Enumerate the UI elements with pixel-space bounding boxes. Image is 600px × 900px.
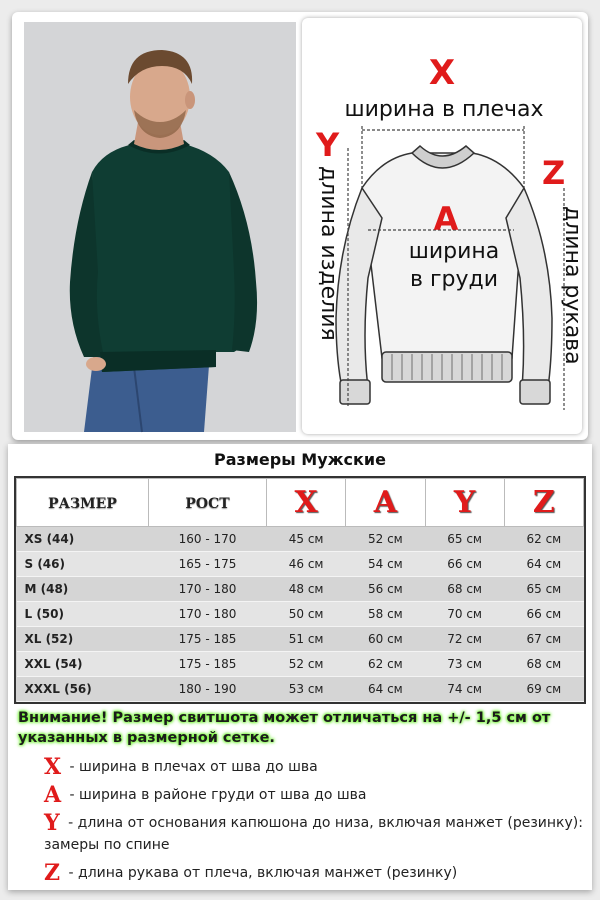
table-row <box>17 602 584 627</box>
cell-height: 180 - 190 <box>149 677 267 702</box>
cell-a: 56 см <box>346 577 425 602</box>
table-row <box>17 552 584 577</box>
header-a: A <box>346 479 425 527</box>
legend-item-x <box>44 756 584 778</box>
legend-text: - ширина в плечах от шва до шва <box>65 759 318 775</box>
label-y-text: длина изделия <box>316 166 341 341</box>
legend-item-a <box>44 784 584 806</box>
cell-y: 66 см <box>425 552 504 577</box>
cell-a: 64 см <box>346 677 425 702</box>
cell-x: 52 см <box>267 652 346 677</box>
cell-z: 68 см <box>504 652 583 677</box>
cell-z: 62 см <box>504 527 583 552</box>
cell-size: XXXL (56) <box>17 677 149 702</box>
cell-y: 68 см <box>425 577 504 602</box>
label-x-text: ширина в плечах <box>344 97 544 122</box>
cell-height: 175 - 185 <box>149 652 267 677</box>
legend-letter: X <box>44 754 62 780</box>
size-table <box>14 476 586 704</box>
size-chart-card <box>8 444 592 890</box>
cell-x: 45 см <box>267 527 346 552</box>
cell-y: 72 см <box>425 627 504 652</box>
legend-letter: Y <box>44 810 60 836</box>
label-z-text: длина рукава <box>560 206 585 365</box>
table-title: Размеры Мужские <box>214 450 386 469</box>
cell-a: 52 см <box>346 527 425 552</box>
measurement-diagram <box>302 18 585 434</box>
label-a: A <box>433 200 459 238</box>
table-row <box>17 627 584 652</box>
size-warning-text: Внимание! Размер свитшота может отличаться на +/- 1,5 см от указанных в размерной сетке. <box>18 710 551 746</box>
model-illustration <box>24 22 296 432</box>
cell-y: 73 см <box>425 652 504 677</box>
legend-text: - длина от основания капюшона до низа, включая манжет (резинку): замеры по спине <box>44 815 583 853</box>
cell-height: 170 - 180 <box>149 602 267 627</box>
header-size: РАЗМЕР <box>17 479 149 527</box>
cell-y: 74 см <box>425 677 504 702</box>
cell-z: 69 см <box>504 677 583 702</box>
cell-size: M (48) <box>17 577 149 602</box>
cell-y: 65 см <box>425 527 504 552</box>
sweatshirt-diagram <box>302 18 585 434</box>
cell-height: 160 - 170 <box>149 527 267 552</box>
cell-x: 53 см <box>267 677 346 702</box>
cell-height: 165 - 175 <box>149 552 267 577</box>
cell-size: L (50) <box>17 602 149 627</box>
legend-letter: A <box>44 782 62 808</box>
table-row <box>17 527 584 552</box>
header-height: РОСТ <box>149 479 267 527</box>
legend-item-y <box>44 812 584 856</box>
cell-size: XS (44) <box>17 527 149 552</box>
cell-z: 67 см <box>504 627 583 652</box>
cell-y: 70 см <box>425 602 504 627</box>
cell-a: 54 см <box>346 552 425 577</box>
table-row <box>17 577 584 602</box>
cell-height: 175 - 185 <box>149 627 267 652</box>
legend-letter: Z <box>44 860 61 886</box>
label-x: X <box>428 53 456 93</box>
cell-x: 48 см <box>267 577 346 602</box>
cell-x: 46 см <box>267 552 346 577</box>
table-row <box>17 652 584 677</box>
header-z: Z <box>504 479 583 527</box>
table-row <box>17 677 584 702</box>
legend-text: - ширина в районе груди от шва до шва <box>65 787 367 803</box>
cell-a: 62 см <box>346 652 425 677</box>
cell-height: 170 - 180 <box>149 577 267 602</box>
cell-x: 50 см <box>267 602 346 627</box>
cell-x: 51 см <box>267 627 346 652</box>
cell-a: 58 см <box>346 602 425 627</box>
legend-text: - длина рукава от плеча, включая манжет (резинку) <box>64 865 458 881</box>
header-x: X <box>267 479 346 527</box>
cell-z: 65 см <box>504 577 583 602</box>
label-z: Z <box>542 154 566 192</box>
header-y: Y <box>425 479 504 527</box>
table-header-row <box>17 479 584 527</box>
cell-z: 66 см <box>504 602 583 627</box>
cell-size: XXL (54) <box>17 652 149 677</box>
cell-size: XL (52) <box>17 627 149 652</box>
cell-a: 60 см <box>346 627 425 652</box>
cell-size: S (46) <box>17 552 149 577</box>
product-images-card <box>12 12 588 440</box>
cell-z: 64 см <box>504 552 583 577</box>
model-photo <box>24 22 296 432</box>
legend-item-z <box>44 862 584 884</box>
measurement-legend <box>44 756 584 890</box>
label-a-text-1: ширина <box>408 239 500 264</box>
label-a-text-2: в груди <box>409 267 499 292</box>
label-y: Y <box>316 126 340 164</box>
